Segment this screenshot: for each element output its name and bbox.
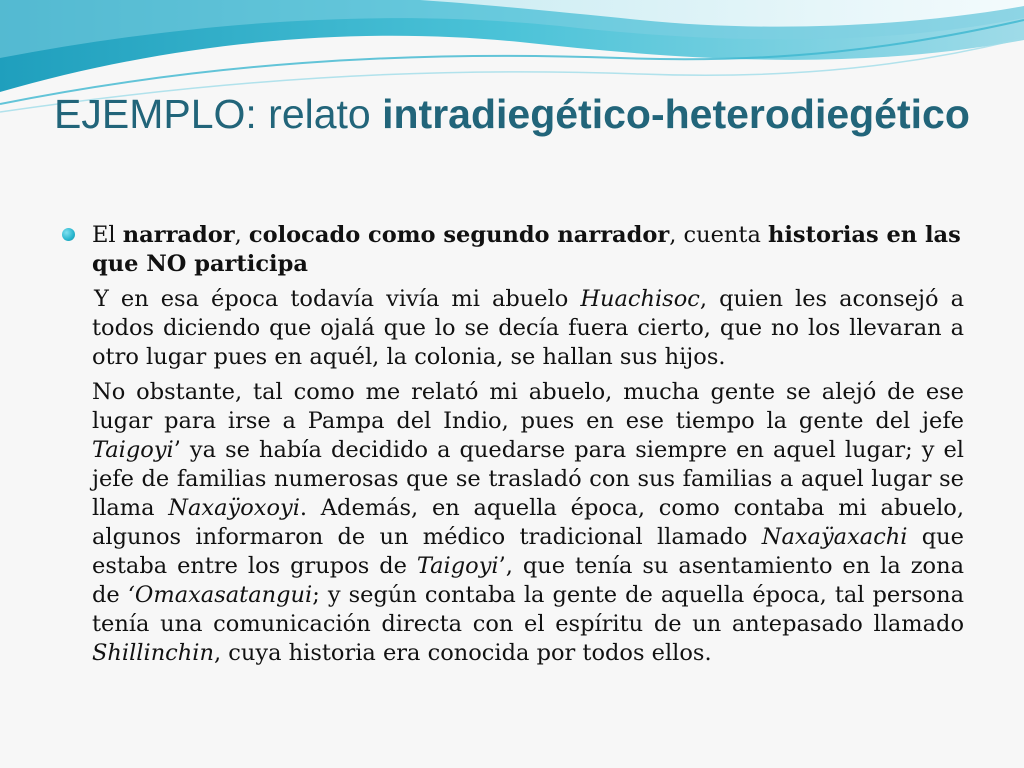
quote-text: ; y según contaba la gente de aquella época, tal persona tenía una comunicación directa con el espíritu de un antepasado llamado bbox=[92, 582, 964, 637]
bullet-text: El bbox=[92, 222, 123, 248]
slide-title bbox=[54, 88, 994, 140]
bullet-text: , bbox=[234, 222, 249, 248]
bullet-bold: colocado como segundo narrador bbox=[248, 222, 670, 248]
title-prefix: EJEMPLO: relato bbox=[54, 91, 383, 137]
quote-italic: ‘Omaxasatangui bbox=[127, 582, 313, 608]
quote-text: Y en esa época todavía vivía mi abuelo bbox=[94, 286, 581, 312]
quote-italic: Taigoyi bbox=[92, 437, 174, 463]
quote-paragraph-2 bbox=[92, 378, 964, 668]
quote-paragraph-1 bbox=[92, 285, 964, 372]
quote-italic: Huachisoc bbox=[580, 286, 700, 312]
bullet-text: , cuenta bbox=[669, 222, 769, 248]
quote-text: , cuya historia era conocida por todos ellos. bbox=[213, 640, 712, 666]
title-bold: intradiegético-heterodiegético bbox=[382, 91, 970, 137]
quote-italic: Naxaÿaxachi bbox=[761, 524, 908, 550]
quote-italic: Shillinchin bbox=[92, 640, 214, 666]
quote-text: . Además, en aquella época, como contaba mi abuelo, algunos informaron de un médico tradicional llamado bbox=[92, 495, 964, 550]
quote-text: , quien les aconsejó a todos diciendo que ojalá que lo se decía fuera cierto, que no los llevaran a otro lugar pues en aquél, la colonia, se hallan sus hijos. bbox=[92, 286, 964, 370]
bullet-item bbox=[92, 221, 964, 279]
quote-text: No obstante, tal como me relató mi abuelo, mucha gente se alejó de ese lugar para irse a Pampa del Indio, pues en ese tiempo la gente del jefe bbox=[92, 379, 964, 434]
quote-italic: Taigoyi bbox=[416, 553, 499, 579]
quote-text: ’, que tenía su asentamiento en la zona de bbox=[92, 553, 965, 608]
bullet-dot-icon bbox=[62, 228, 75, 241]
quote-text: ’ ya se había decidido a quedarse para siempre en aquel lugar; y el jefe de familias numerosas que se trasladó con sus familias a aquel lugar se llama bbox=[92, 437, 964, 521]
quote-italic: Naxaÿoxoyi bbox=[168, 495, 300, 521]
slide-body bbox=[92, 221, 964, 674]
bullet-bold: narrador bbox=[122, 222, 235, 248]
quote-text: que estaba entre los grupos de bbox=[92, 524, 964, 579]
bullet-bold: historias en las que NO participa bbox=[92, 222, 961, 277]
